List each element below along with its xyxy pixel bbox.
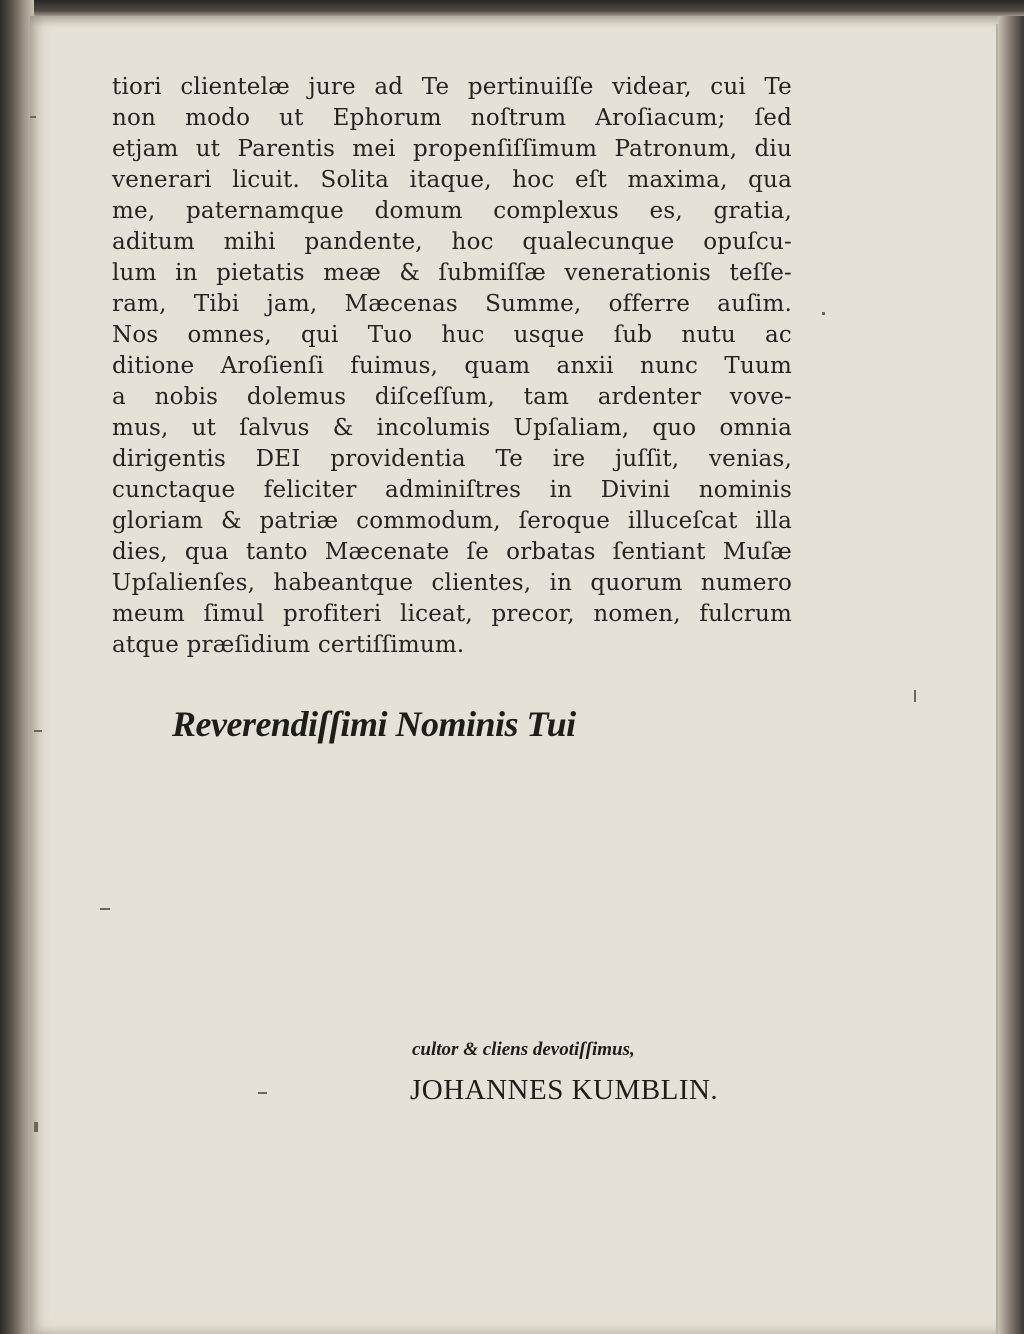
text-line: Nos omnes, qui Tuo huc usque ſub nutu ac (112, 322, 792, 348)
signature-role: cultor & cliens devotiſſimus, (412, 1039, 635, 1060)
text-line: atque præſidium certiſſimum. (112, 632, 465, 658)
text-line: non modo ut Ephorum noſtrum Aroſiacum; ſed (112, 105, 792, 131)
text-line: dirigentis DEI providentia Te ire juſſit, venias, (112, 446, 792, 472)
page-speck (34, 730, 42, 732)
text-line: etjam ut Parentis mei propenſiſſimum Patronum, diu (112, 136, 792, 162)
page-speck (822, 312, 825, 315)
page-speck (258, 1092, 267, 1094)
page-speck (914, 690, 916, 702)
text-line: cunctaque feliciter adminiſtres in Divini nominis (112, 477, 792, 503)
text-line: Upſalienſes, habeantque clientes, in quorum numero (112, 570, 792, 596)
text-line: aditum mihi pandente, hoc qualecunque opuſcu- (112, 229, 792, 255)
dedication-text (112, 72, 792, 661)
page-speck (30, 116, 36, 118)
page-speck (34, 1122, 38, 1132)
text-line: mus, ut ſalvus & incolumis Upſaliam, quo omnia (112, 415, 792, 441)
text-line: me, paternamque domum complexus es, gratia, (112, 198, 792, 224)
signature-block (410, 1036, 790, 1110)
text-line: meum ſimul profiteri liceat, precor, nomen, fulcrum (112, 601, 792, 627)
text-line: venerari licuit. Solita itaque, hoc eſt maxima, qua (112, 167, 792, 193)
text-line: gloriam & patriæ commodum, ſeroque illuceſcat illa (112, 508, 792, 534)
signature-name: JOHANNES KUMBLIN. (410, 1074, 719, 1106)
text-line: tiori clientelæ jure ad Te pertinuiſſe videar, cui Te (112, 74, 792, 100)
next-pages-edge (998, 16, 1024, 1334)
closing-formula: Reverendiſſimi Nominis Tui (172, 704, 576, 744)
page-speck (100, 908, 110, 910)
text-line: ram, Tibi jam, Mæcenas Summe, offerre auſim. (112, 291, 792, 317)
text-line: lum in pietatis meæ & ſubmiſſæ venerationis teſſe- (112, 260, 792, 286)
text-line: a nobis dolemus diſceſſum, tam ardenter vove- (112, 384, 792, 410)
text-line: ditione Aroſienſi fuimus, quam anxii nunc Tuum (112, 353, 792, 379)
binding-gutter (0, 0, 34, 1334)
text-line: dies, qua tanto Mæcenate ſe orbatas ſentiant Muſæ (112, 539, 792, 565)
